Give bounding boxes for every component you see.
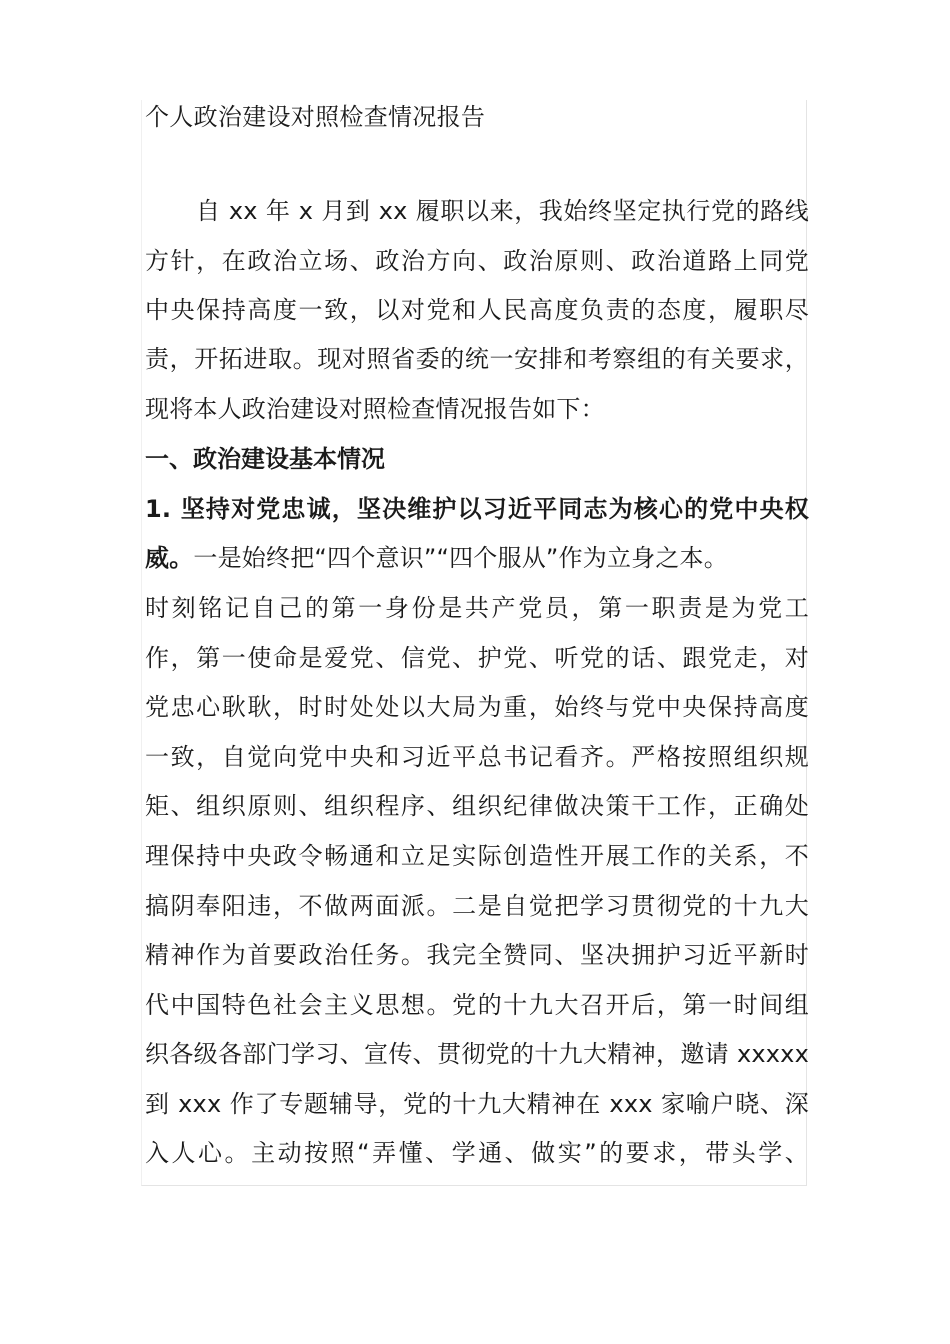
paragraph-line: 精神作为首要政治任务。我完全赞同、坚决拥护习近平新时 xyxy=(145,941,809,969)
paragraph-line: 中央保持高度一致，以对党和人民高度负责的态度，履职尽 xyxy=(145,296,809,324)
paragraph-line: 自 xx 年 x 月到 xx 履职以来，我始终坚定执行党的路线 xyxy=(196,197,809,225)
document-title: 个人政治建设对照检查情况报告 xyxy=(145,103,486,131)
point-heading-line: 1. 坚持对党忠诚，坚决维护以习近平同志为核心的党中央权 xyxy=(145,495,809,523)
paragraph-line: 到 xxx 作了专题辅导，党的十九大精神在 xxx 家喻户晓、深 xyxy=(145,1090,809,1118)
paragraph-line: 党忠心耿耿，时时处处以大局为重，始终与党中央保持高度 xyxy=(145,693,809,721)
paragraph-line: 时刻铭记自己的第一身份是共产党员，第一职责是为党工 xyxy=(145,594,809,622)
paragraph-line: 代中国特色社会主义思想。党的十九大召开后，第一时间组 xyxy=(145,991,809,1019)
paragraph-line: 方针，在政治立场、政治方向、政治原则、政治道路上同党 xyxy=(145,247,809,275)
section-heading: 一、政治建设基本情况 xyxy=(145,445,385,473)
paragraph-line xyxy=(145,540,809,576)
paragraph-line: 理保持中央政令畅通和立足实际创造性开展工作的关系，不 xyxy=(145,842,809,870)
paragraph-line: 织各级各部门学习、宣传、贯彻党的十九大精神，邀请 xxxxx xyxy=(145,1040,809,1068)
paragraph-line: 一致，自觉向党中央和习近平总书记看齐。严格按照组织规 xyxy=(145,743,809,771)
paragraph-line: 作，第一使命是爱党、信党、护党、听党的话、跟党走，对 xyxy=(145,644,809,672)
point-heading-tail: 威。 xyxy=(145,544,194,572)
paragraph-line: 责，开拓进取。现对照省委的统一安排和考察组的有关要求， xyxy=(145,345,809,373)
paragraph-line: 搞阴奉阳违，不做两面派。二是自觉把学习贯彻党的十九大 xyxy=(145,892,809,920)
point-body-start: 一是始终把“四个意识”“四个服从”作为立身之本。 xyxy=(193,544,728,572)
paragraph-line: 矩、组织原则、组织程序、组织纪律做决策干工作，正确处 xyxy=(145,792,809,820)
paragraph-line: 现将本人政治建设对照检查情况报告如下： xyxy=(145,395,605,423)
paragraph-line: 入人心。主动按照“弄懂、学通、做实”的要求，带头学、 xyxy=(145,1139,809,1167)
